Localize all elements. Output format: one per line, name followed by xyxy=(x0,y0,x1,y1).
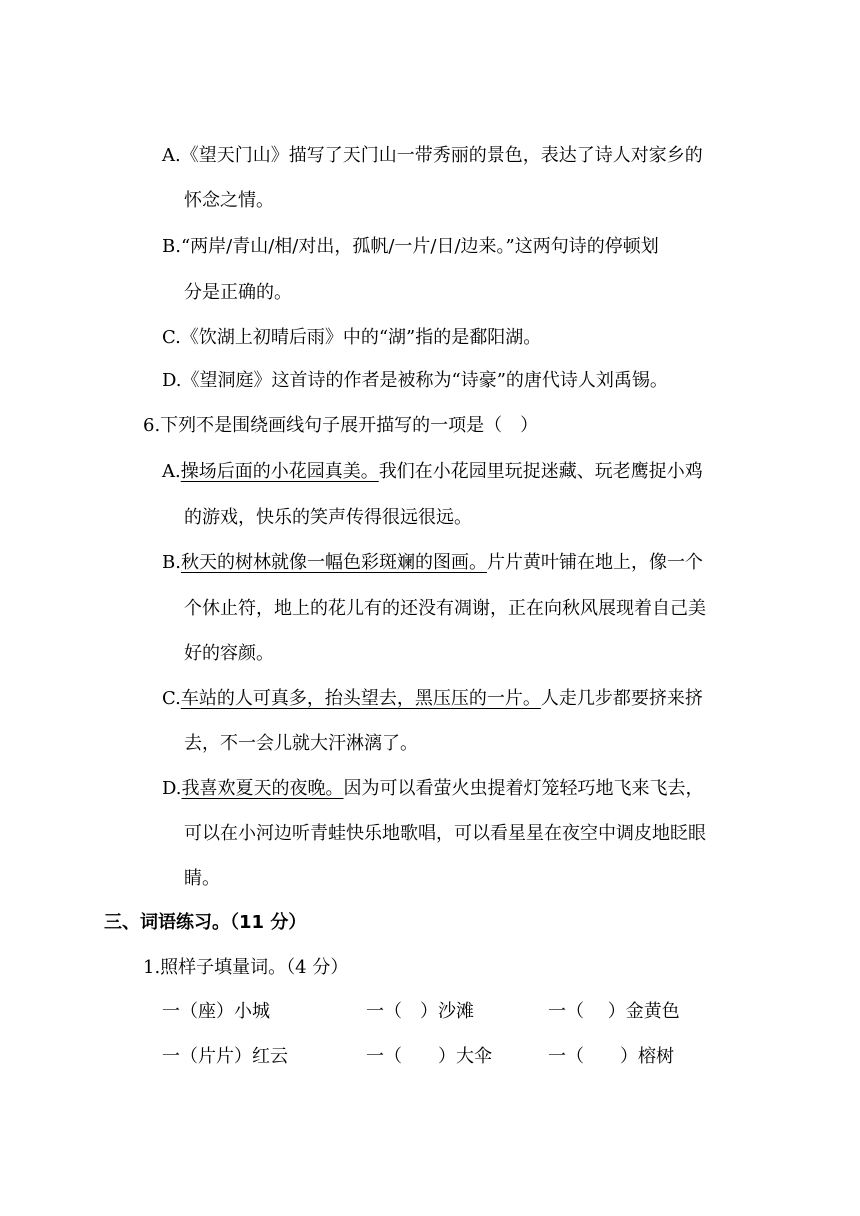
q6-option-c-underlined: 车站的人可真多，抬头望去，黑压压的一片。 xyxy=(180,688,541,709)
q5-option-a-line2: 怀念之情。 xyxy=(184,190,274,211)
q6-question: 6.下列不是围绕画线句子展开描写的一项是（ ） xyxy=(143,415,539,436)
q6-option-d-line2: 可以在小河边听青蛙快乐地歌唱，可以看星星在夜空中调皮地眨眼 xyxy=(184,823,706,844)
q6-option-c-line1 xyxy=(162,687,703,711)
q6-option-d-underlined: 我喜欢夏天的夜晚。 xyxy=(181,778,344,799)
q6-option-a-rest: 我们在小花园里玩捉迷藏、玩老鹰捉小鸡 xyxy=(378,461,703,482)
q6-option-b-line2: 个休止符，地上的花儿有的还没有凋谢，正在向秋风展现着自己美 xyxy=(184,598,706,619)
q6-option-b-line1 xyxy=(162,551,703,575)
q6-option-a-underlined: 操场后面的小花园真美。 xyxy=(180,461,379,482)
q6-option-d-prefix: D. xyxy=(162,778,182,799)
q6-option-b-underlined: 秋天的树林就像一幅色彩斑斓的图画。 xyxy=(180,552,487,573)
q5-option-d: D.《望洞庭》这首诗的作者是被称为“诗豪”的唐代诗人刘禹锡。 xyxy=(162,370,668,391)
q5-option-b-line2: 分是正确的。 xyxy=(184,282,292,303)
q6-option-b-prefix: B. xyxy=(162,552,181,573)
q6-option-d-line3: 睛。 xyxy=(184,868,220,889)
q6-option-d-rest: 因为可以看萤火虫提着灯笼轻巧地飞来飞去， xyxy=(343,778,704,799)
measure-word-row2-col2: 一（ ）大伞 xyxy=(366,1046,492,1067)
q5-option-a-line1: A.《望天门山》描写了天门山一带秀丽的景色，表达了诗人对家乡的 xyxy=(162,145,703,166)
q6-option-c-line2: 去，不一会儿就大汗淋漓了。 xyxy=(184,733,418,754)
q5-option-c: C.《饮湖上初晴后雨》中的“湖”指的是鄱阳湖。 xyxy=(162,327,542,348)
q6-option-a-prefix: A. xyxy=(162,461,181,482)
q6-option-c-rest: 人走几步都要挤来挤 xyxy=(540,688,703,709)
q6-option-a-line2: 的游戏，快乐的笑声传得很远很远。 xyxy=(184,507,472,528)
section3-q1: 1.照样子填量词。（4 分） xyxy=(143,957,349,978)
q6-option-a-line1 xyxy=(162,460,703,484)
q6-option-d-line1 xyxy=(162,777,704,801)
measure-word-row2-col3: 一（ ）榕树 xyxy=(548,1046,674,1067)
q6-option-c-prefix: C. xyxy=(162,688,181,709)
q5-option-b-line1: B.“两岸/青山/相/对出，孤帆/一片/日/边来。”这两句诗的停顿划 xyxy=(162,236,659,257)
measure-word-row1-col2: 一（ ）沙滩 xyxy=(366,1001,474,1022)
q6-option-b-rest: 片片黄叶铺在地上，像一个 xyxy=(486,552,703,573)
measure-word-row1-col3: 一（ ）金黄色 xyxy=(548,1001,680,1022)
measure-word-row1-col1: 一（座）小城 xyxy=(162,1001,270,1022)
q6-option-b-line3: 好的容颜。 xyxy=(184,643,274,664)
measure-word-row2-col1: 一（片片）红云 xyxy=(162,1046,288,1067)
section3-title: 三、词语练习。（11 分） xyxy=(104,912,307,933)
